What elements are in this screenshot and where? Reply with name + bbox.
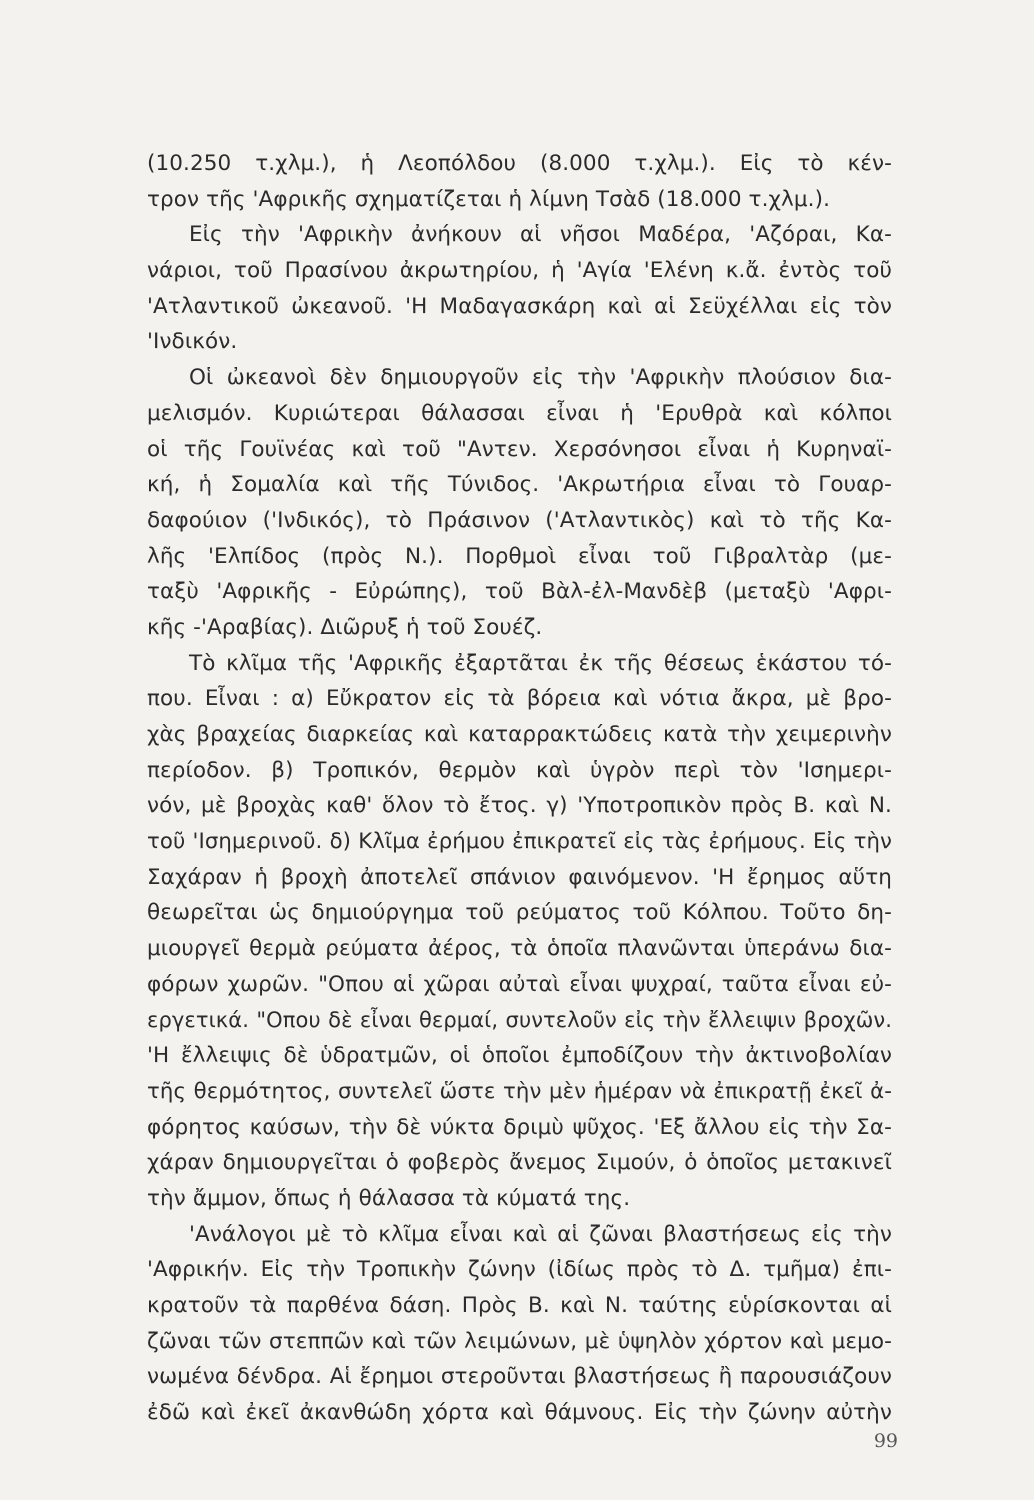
text-line: Σαχάραν ἡ βροχὴ ἀποτελεῖ σπάνιον φαινόμενον. 'Η ἔρημος αὕτη — [147, 864, 892, 890]
text-line: Οἱ ὠκεανοὶ δὲν δημιουργοῦν εἰς τὴν 'Αφρικὴν πλούσιον δια- — [189, 365, 892, 391]
text-line: νόν, μὲ βροχὰς καθ' ὅλον τὸ ἔτος. γ) 'Υποτροπικὸν πρὸς Β. καὶ Ν. — [147, 793, 892, 819]
text-line: νάριοι, τοῦ Πρασίνου ἀκρωτηρίου, ἡ 'Αγία 'Ελένη κ.ἄ. ἐντὸς τοῦ — [147, 258, 892, 284]
text-line: τρον τῆς 'Αφρικῆς σχηματίζεται ἡ λίμνη Τσὰδ (18.000 τ.χλμ.). — [147, 186, 831, 212]
text-line: που. Εἶναι : α) Εὔκρατον εἰς τὰ βόρεια καὶ νότια ἄκρα, μὲ βρο- — [147, 686, 892, 712]
text-line: θεωρεῖται ὡς δημιούργημα τοῦ ρεύματος τοῦ Κόλπου. Τοῦτο δη- — [147, 900, 892, 926]
text-line: 'Αφρικήν. Εἰς τὴν Τροπικὴν ζώνην (ἰδίως πρὸς τὸ Δ. τμῆμα) ἐπι- — [147, 1257, 892, 1283]
text-line: νωμένα δένδρα. Αἱ ἔρημοι στεροῦνται βλαστήσεως ἢ παρουσιάζουν — [147, 1364, 892, 1390]
text-line: χὰς βραχείας διαρκείας καὶ καταρρακτώδεις κατὰ τὴν χειμερινὴν — [147, 722, 892, 747]
text-line: 'Ατλαντικοῦ ὠκεανοῦ. 'Η Μαδαγασκάρη καὶ αἱ Σεϋχέλλαι εἰς τὸν — [147, 293, 892, 319]
text-line: κή, ἡ Σομαλία καὶ τῆς Τύνιδος. 'Ακρωτήρια εἶναι τὸ Γουαρ- — [147, 472, 892, 498]
text-line: τῆς θερμότητος, συντελεῖ ὥστε τὴν μὲν ἡμέραν νὰ ἐπικρατῇ ἐκεῖ ἀ- — [147, 1078, 892, 1104]
text-line: 'Ανάλογοι μὲ τὸ κλῖμα εἶναι καὶ αἱ ζῶναι βλαστήσεως εἰς τὴν — [189, 1221, 892, 1247]
text-line: 'Ινδικόν. — [147, 329, 238, 355]
text-line: οἱ τῆς Γουϊνέας καὶ τοῦ "Αντεν. Χερσόνησοι εἶναι ἡ Κυρηναϊ- — [147, 436, 892, 462]
text-line: (10.250 τ.χλμ.), ἡ Λεοπόλδου (8.000 τ.χλμ.). Εἰς τὸ κέν- — [147, 151, 892, 176]
body-text — [147, 146, 892, 1431]
text-line: μιουργεῖ θερμὰ ρεύματα ἀέρος, τὰ ὁποῖα πλανῶνται ὑπεράνω δια- — [147, 936, 892, 962]
text-line: 'Η ἔλλειψις δὲ ὑδρατμῶν, οἱ ὁποῖοι ἐμποδίζουν τὴν ἀκτινοβολίαν — [147, 1043, 892, 1069]
text-line: τὴν ἄμμον, ὅπως ἡ θάλασσα τὰ κύματά της. — [147, 1185, 631, 1211]
text-line: ταξὺ 'Αφρικῆς - Εὐρώπης), τοῦ Βὰλ-ἐλ-Μανδὲβ (μεταξὺ 'Αφρι- — [147, 579, 892, 605]
text-line: μελισμόν. Κυριώτεραι θάλασσαι εἶναι ἡ 'Ερυθρὰ καὶ κόλποι — [147, 400, 892, 426]
text-line: ζῶναι τῶν στεππῶν καὶ τῶν λειμώνων, μὲ ὑψηλὸν χόρτον καὶ μεμο- — [147, 1328, 892, 1354]
text-line: Εἰς τὴν 'Αφρικὴν ἀνήκουν αἱ νῆσοι Μαδέρα, 'Αζόραι, Κα- — [189, 222, 892, 248]
text-line: εργετικά. "Οπου δὲ εἶναι θερμαί, συντελοῦν εἰς τὴν ἔλλειψιν βροχῶν. — [147, 1007, 892, 1032]
text-line: Τὸ κλῖμα τῆς 'Αφρικῆς ἐξαρτᾶται ἐκ τῆς θέσεως ἑκάστου τό- — [189, 650, 892, 676]
text-line: ἐδῶ καὶ ἐκεῖ ἀκανθώδη χόρτα καὶ θάμνους. Εἰς τὴν ζώνην αὐτὴν — [147, 1400, 892, 1426]
text-line: δαφούιον ('Ινδικός), τὸ Πράσινον ('Ατλαντικὸς) καὶ τὸ τῆς Κα- — [147, 507, 892, 533]
text-line: κρατοῦν τὰ παρθένα δάση. Πρὸς Β. καὶ Ν. ταύτης εὑρίσκονται αἱ — [147, 1293, 892, 1318]
text-line: κῆς -'Αραβίας). Διῶρυξ ἡ τοῦ Σουέζ. — [147, 614, 543, 640]
text-line: χάραν δημιουργεῖται ὁ φοβερὸς ἄνεμος Σιμούν, ὁ ὁποῖος μετακινεῖ — [147, 1150, 892, 1176]
text-line: φόρητος καύσων, τὴν δὲ νύκτα δριμὺ ψῦχος. 'Εξ ἄλλου εἰς τὴν Σα- — [147, 1114, 892, 1140]
page-number: 99 — [873, 1430, 898, 1452]
text-line: τοῦ 'Ισημερινοῦ. δ) Κλῖμα ἐρήμου ἐπικρατεῖ εἰς τὰς ἐρήμους. Εἰς τὴν — [147, 829, 892, 855]
text-line: φόρων χωρῶν. "Οπου αἱ χῶραι αὐταὶ εἶναι ψυχραί, ταῦτα εἶναι εὐ- — [147, 971, 892, 997]
text-line: λῆς 'Ελπίδος (πρὸς Ν.). Πορθμοὶ εἶναι τοῦ Γιβραλτὰρ (με- — [147, 543, 892, 569]
text-line: περίοδον. β) Τροπικόν, θερμὸν καὶ ὑγρὸν περὶ τὸν 'Ισημερι- — [147, 757, 892, 783]
